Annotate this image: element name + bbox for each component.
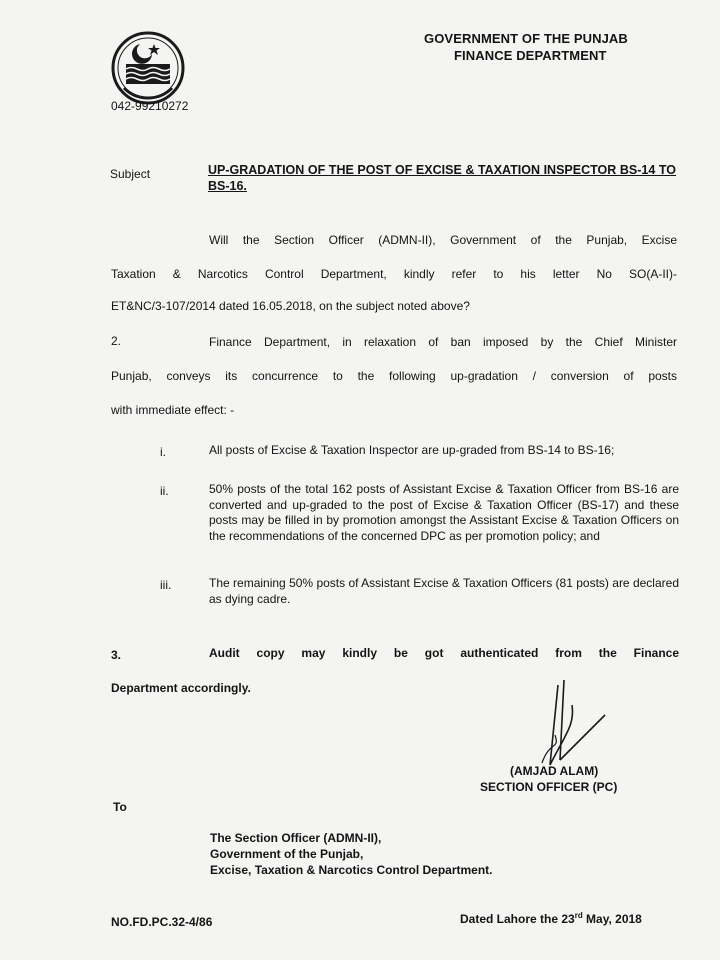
addressee-line2: Government of the Punjab, xyxy=(210,847,364,861)
to-label: To xyxy=(113,800,127,814)
reference-number: NO.FD.PC.32-4/86 xyxy=(111,915,213,929)
punjab-government-seal-logo xyxy=(110,30,186,106)
addressee-block xyxy=(210,830,493,878)
handwritten-signature xyxy=(520,665,615,775)
department-header xyxy=(424,30,628,64)
para2-line3: with immediate effect: - xyxy=(111,403,235,417)
para3-number: 3. xyxy=(111,648,122,662)
para1-line2: Taxation & Narcotics Control Department, kindly refer to his letter No SO(A-II)- xyxy=(111,267,677,281)
para1-line1: Will the Section Officer (ADMN-II), Government of the Punjab, Excise xyxy=(209,233,677,247)
dated-line xyxy=(460,911,642,926)
addressee-line3: Excise, Taxation & Narcotics Control Department. xyxy=(210,863,493,877)
item-numeral: i. xyxy=(160,445,166,459)
government-title: GOVERNMENT OF THE PUNJAB xyxy=(424,31,628,46)
item-numeral: ii. xyxy=(160,484,169,498)
phone-number: 042-99210272 xyxy=(111,99,189,113)
list-item: The remaining 50% posts of Assistant Excise & Taxation Officers (81 posts) are declared as dying cadre. xyxy=(209,576,679,606)
dated-prefix: Dated Lahore the 23 xyxy=(460,912,575,926)
para2-line1: Finance Department, in relaxation of ban imposed by the Chief Minister xyxy=(209,335,677,349)
list-item: All posts of Excise & Taxation Inspector are up-graded from BS-14 to BS-16; xyxy=(209,443,615,457)
list-item: 50% posts of the total 162 posts of Assistant Excise & Taxation Officer from BS-16 are converted and up-graded to the post of Excise & Taxation Officer (BS-17) and these posts may be filled in by promotion amongst the Assistant Excise & Taxation Officers on the recommendations of the concerned DPC as per promotion policy; and xyxy=(209,482,679,543)
department-title: FINANCE DEPARTMENT xyxy=(454,48,607,63)
para1-line3: ET&NC/3-107/2014 dated 16.05.2018, on the subject noted above? xyxy=(111,299,470,313)
item-numeral: iii. xyxy=(160,578,172,592)
para2-line2: Punjab, conveys its concurrence to the following up-gradation / conversion of posts xyxy=(111,369,677,383)
para3-line1: Audit copy may kindly be got authenticated from the Finance xyxy=(209,646,679,660)
subject-label: Subject xyxy=(110,167,151,181)
addressee-line1: The Section Officer (ADMN-II), xyxy=(210,831,382,845)
signatory-name: (AMJAD ALAM) xyxy=(510,764,599,778)
para2-number: 2. xyxy=(111,334,122,348)
dated-ordinal-suffix: rd xyxy=(574,911,583,920)
para3-line2: Department accordingly. xyxy=(111,681,251,695)
signatory-title: SECTION OFFICER (PC) xyxy=(480,780,618,794)
dated-rest: May, 2018 xyxy=(582,912,642,926)
subject-text: UP-GRADATION OF THE POST OF EXCISE & TAXATION INSPECTOR BS-14 TO BS-16. xyxy=(208,163,676,193)
